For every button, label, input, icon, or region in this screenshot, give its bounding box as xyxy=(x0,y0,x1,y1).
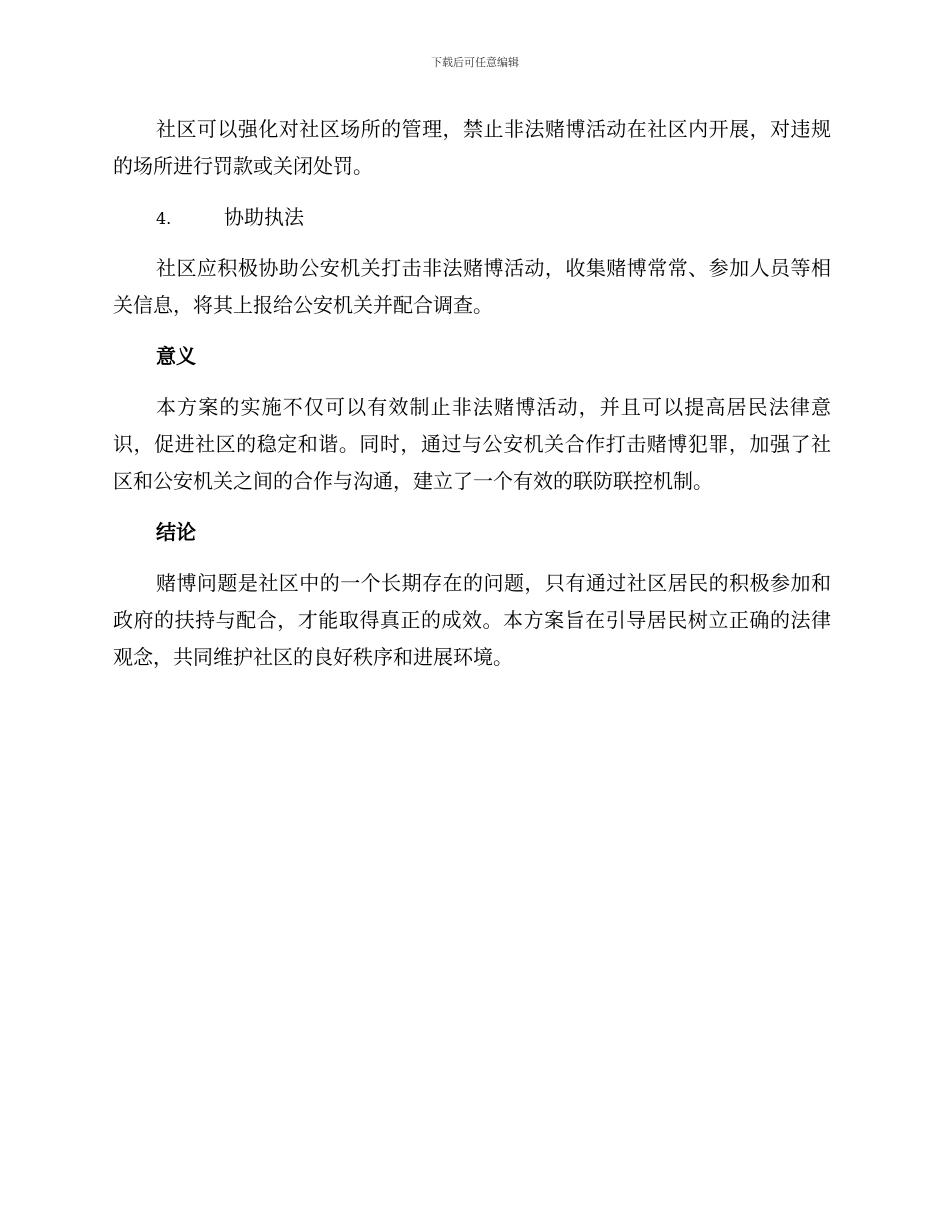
page-header-note: 下载后可任意编辑 xyxy=(431,56,519,69)
paragraph-significance: 本方案的实施不仅可以有效制止非法赌博活动，并且可以提高居民法律意识，促进社区的稳定和谐。同时，通过与公安机关合作打击赌博犯罪，加强了社区和公安机关之间的合作与沟通，建立了一个有效的联防联控机制。 xyxy=(113,395,831,493)
heading-conclusion: 结论 xyxy=(156,520,196,544)
paragraph-assist-police: 社区应积极协助公安机关打击非法赌博活动，收集赌博常常、参加人员等相关信息，将其上报给公安机关并配合调查。 xyxy=(113,256,831,317)
list-item-assist-enforcement xyxy=(156,199,831,236)
list-item-number: 4. xyxy=(156,209,172,228)
list-item-title: 协助执法 xyxy=(224,205,304,229)
paragraph-conclusion: 赌博问题是社区中的一个长期存在的问题，只有通过社区居民的积极参加和政府的扶持与配合，才能取得真正的成效。本方案旨在引导居民树立正确的法律观念，共同维护社区的良好秩序和进展环境。 xyxy=(113,571,831,669)
document-body xyxy=(113,111,831,690)
paragraph-venue-management: 社区可以强化对社区场所的管理，禁止非法赌博活动在社区内开展，对违规的场所进行罚款或关闭处罚。 xyxy=(113,117,831,178)
heading-significance: 意义 xyxy=(156,344,196,368)
